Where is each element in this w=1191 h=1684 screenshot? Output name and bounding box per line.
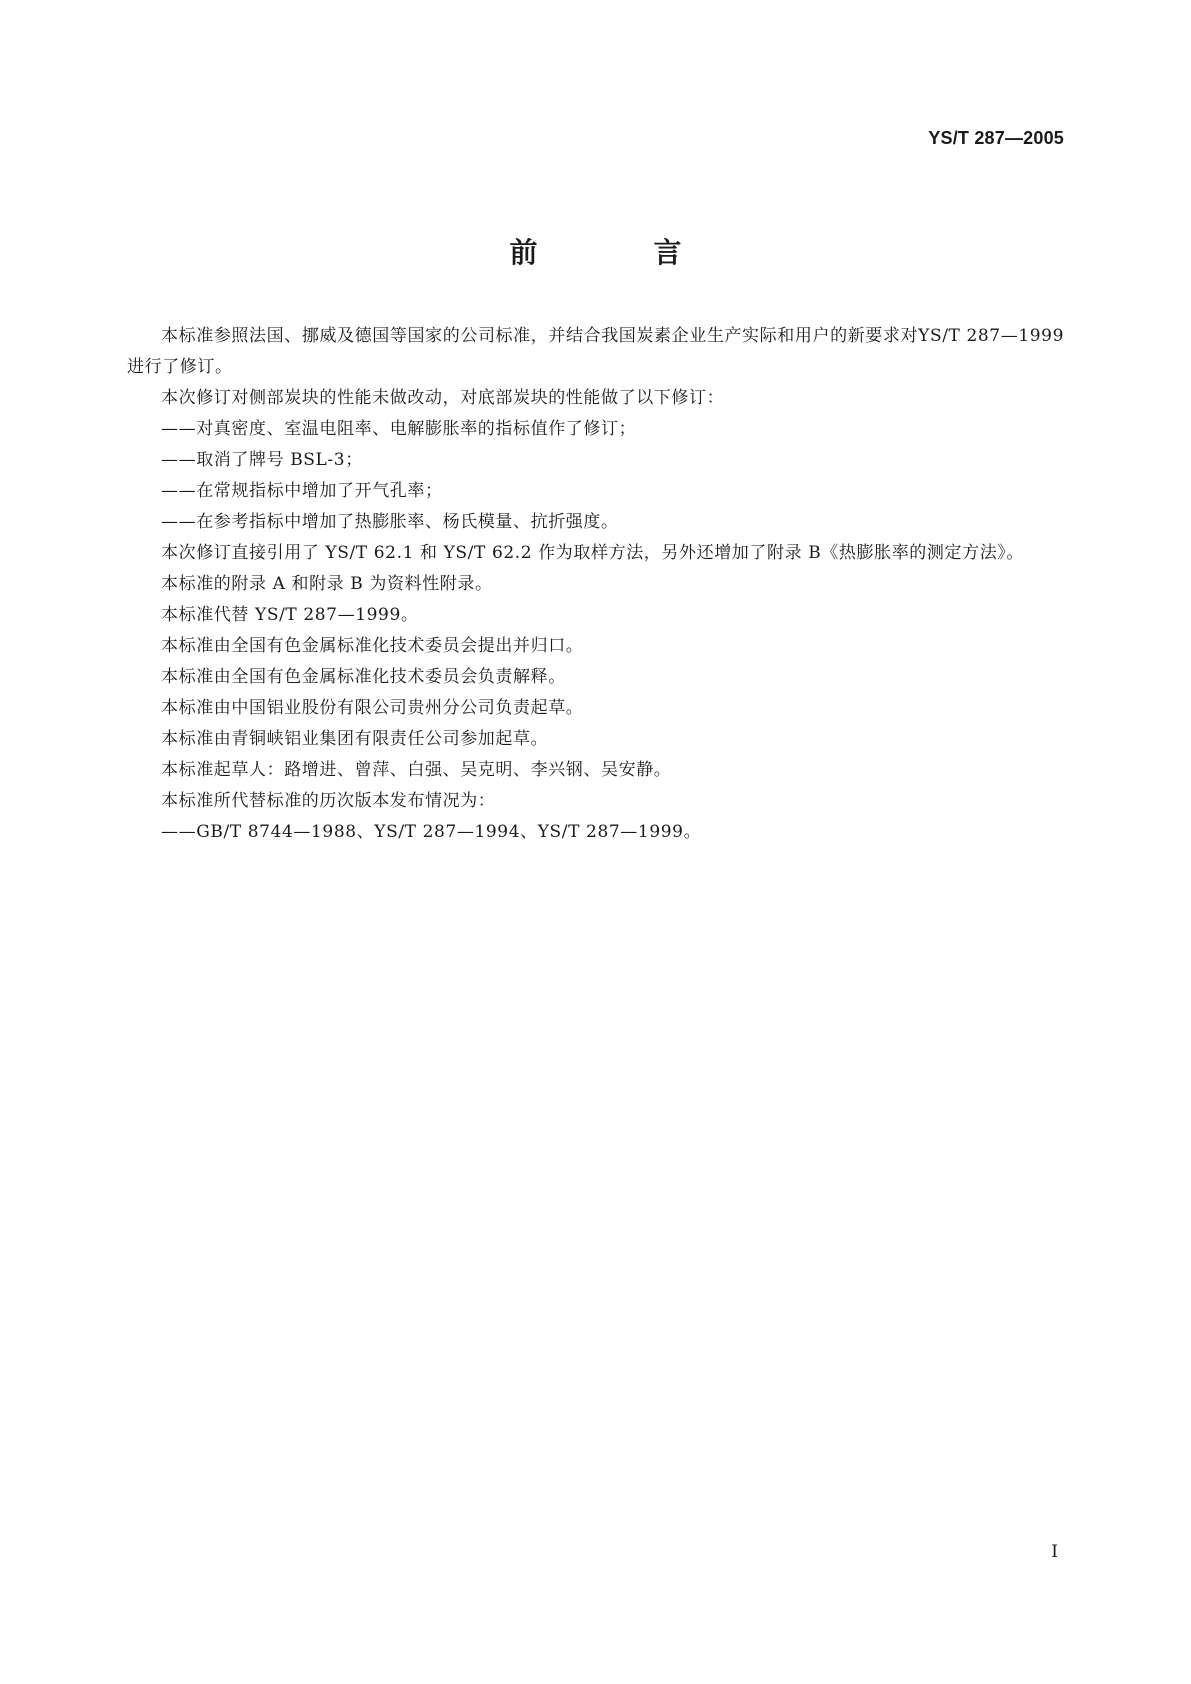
list-item: ——在常规指标中增加了开气孔率； [161,481,443,501]
paragraph: 本次修订直接引用了 YS/T 62.1 和 YS/T 62.2 作为取样方法，另外还增加了附录 B《热膨胀率的测定方法》。 [161,543,1024,563]
paragraph: 本标准的附录 A 和附录 B 为资料性附录。 [161,574,493,594]
list-item: ——在参考指标中增加了热膨胀率、杨氏模量、抗折强度。 [161,512,619,532]
foreword-body [127,321,1064,848]
list-item: ——GB/T 8744—1988、YS/T 287—1994、YS/T 287—1999。 [161,822,702,842]
paragraph: 本标准由全国有色金属标准化技术委员会提出并归口。 [161,636,584,656]
paragraph: 本标准由中国铝业股份有限公司贵州分公司负责起草。 [161,698,584,718]
list-item: ——取消了牌号 BSL-3； [161,450,363,470]
page-number: I [1051,1542,1058,1562]
paragraph: 本标准由青铜峡铝业集团有限责任公司参加起草。 [161,729,549,749]
paragraph: 本次修订对侧部炭块的性能未做改动，对底部炭块的性能做了以下修订： [161,388,725,408]
list-item: ——对真密度、室温电阻率、电解膨胀率的指标值作了修订； [161,419,637,439]
standard-code: YS/T 287—2005 [928,128,1064,148]
paragraph: 本标准参照法国、挪威及德国等国家的公司标准，并结合我国炭素企业生产实际和用户的新要求对YS/T 287—1999 进行了修订。 [127,326,1064,377]
page-title: 前 言 [509,236,726,269]
paragraph: 本标准起草人：路增进、曾萍、白强、吴克明、李兴钢、吴安静。 [161,760,672,780]
paragraph: 本标准由全国有色金属标准化技术委员会负责解释。 [161,667,566,687]
paragraph: 本标准所代替标准的历次版本发布情况为： [161,791,496,811]
paragraph: 本标准代替 YS/T 287—1999。 [161,605,419,625]
